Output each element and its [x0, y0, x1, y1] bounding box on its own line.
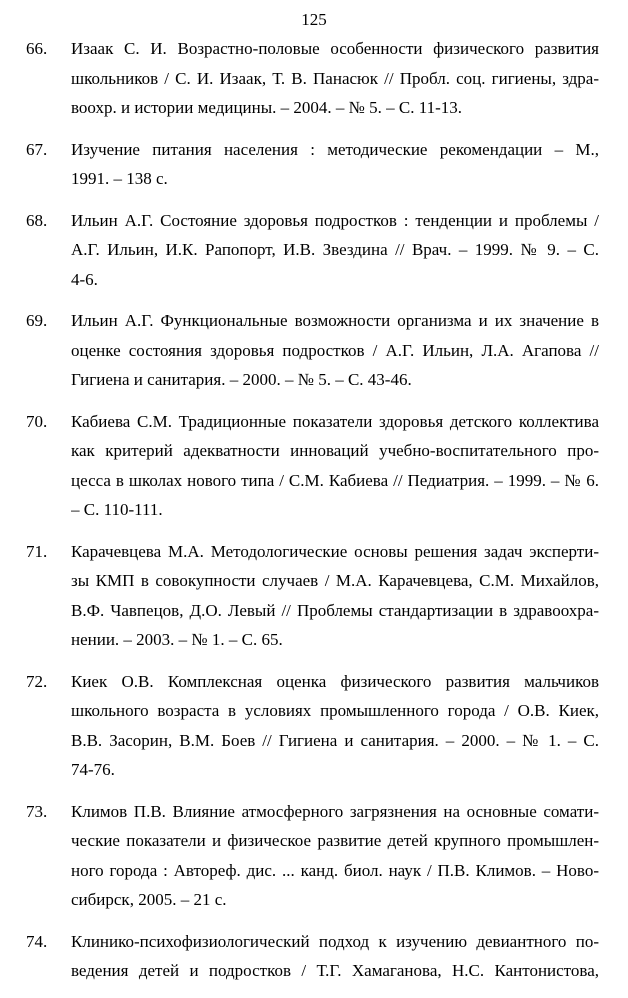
reference-text-line: ведения детей и подростков / Т.Г. Хамаганова, Н.С. Кантонистова, [71, 961, 599, 980]
reference-text-line: ческие показатели и физическое развитие детей крупного промышлен- [71, 831, 599, 850]
reference-item [0, 306, 628, 395]
reference-text-line: Климов П.В. Влияние атмосферного загрязнения на основные сомати- [71, 801, 599, 821]
reference-item [0, 537, 628, 655]
reference-text-line: 74-76. [71, 760, 115, 779]
reference-number: 69. [26, 311, 48, 330]
reference-list [0, 34, 628, 998]
reference-item [0, 407, 628, 525]
reference-text-line: воохр. и истории медицины. – 2004. – № 5. – С. 11-13. [71, 98, 463, 117]
reference-text-line: ного города : Автореф. дис. ... канд. биол. наук / П.В. Климов. – Ново- [71, 860, 599, 880]
reference-number: 73. [26, 801, 48, 821]
reference-text-line: Ильин А.Г. Состояние здоровья подростков : тенденции и проблемы / [71, 210, 599, 230]
reference-text-line: цесса в школах нового типа / С.М. Кабиева // Педиатрия. – 1999. – № 6. [71, 470, 599, 490]
reference-number: 68. [26, 210, 48, 230]
reference-text-line: Изаак С. И. Возрастно-половые особенности физического развития [71, 39, 599, 58]
reference-number: 67. [26, 139, 48, 159]
reference-item [0, 927, 628, 986]
reference-text-line: школьного возраста в условиях промышленного города / О.В. Киек, [71, 701, 599, 720]
reference-text-line: – С. 110-111. [71, 500, 163, 519]
reference-item [0, 667, 628, 785]
reference-item [0, 797, 628, 915]
reference-text-line: нении. – 2003. – № 1. – С. 65. [71, 630, 283, 649]
reference-text-line: А.Г. Ильин, И.К. Рапопорт, И.В. Звездина // Врач. – 1999. № 9. – С. [71, 240, 599, 259]
reference-text-line: Кабиева С.М. Традиционные показатели здоровья детского коллектива [71, 411, 599, 431]
reference-text-line: Ильин А.Г. Функциональные возможности организма и их значение в [71, 311, 599, 330]
page-number: 125 [301, 10, 327, 29]
reference-text-line: 1991. – 138 с. [71, 169, 168, 188]
reference-item [0, 34, 628, 123]
reference-text-line: Изучение питания населения : методические рекомендации – М., [71, 139, 599, 159]
reference-text-line: 4-6. [71, 269, 98, 289]
reference-number: 71. [26, 541, 48, 561]
reference-text-line: В.В. Засорин, В.М. Боев // Гигиена и санитария. – 2000. – № 1. – С. [71, 730, 599, 750]
reference-text-line: Гигиена и санитария. – 2000. – № 5. – С. 43-46. [71, 370, 412, 389]
reference-text-line: Киек О.В. Комплексная оценка физического развития мальчиков [71, 671, 599, 691]
reference-text-line: школьников / С. И. Изаак, Т. В. Панасюк // Пробл. соц. гигиены, здра- [71, 68, 599, 88]
reference-text-line: Карачевцева М.А. Методологические основы решения задач эксперти- [71, 541, 599, 561]
reference-item [0, 135, 628, 194]
reference-text-line: как критерий адекватности инноваций учебно-воспитательного про- [71, 441, 599, 460]
reference-number: 70. [26, 411, 48, 431]
reference-text-line: Клинико-психофизиологический подход к изучению девиантного по- [71, 931, 599, 951]
reference-number: 72. [26, 671, 48, 691]
reference-text-line: В.Ф. Чавпецов, Д.О. Левый // Проблемы стандартизации в здравоохра- [71, 600, 599, 620]
reference-text-line: зы КМП в совокупности случаев / М.А. Карачевцева, С.М. Михайлов, [71, 571, 599, 590]
reference-text-line: сибирск, 2005. – 21 с. [71, 890, 227, 909]
reference-text-line: оценке состояния здоровья подростков / А.Г. Ильин, Л.А. Агапова // [71, 340, 599, 360]
reference-number: 66. [26, 39, 48, 58]
reference-item [0, 206, 628, 295]
reference-number: 74. [26, 931, 48, 951]
